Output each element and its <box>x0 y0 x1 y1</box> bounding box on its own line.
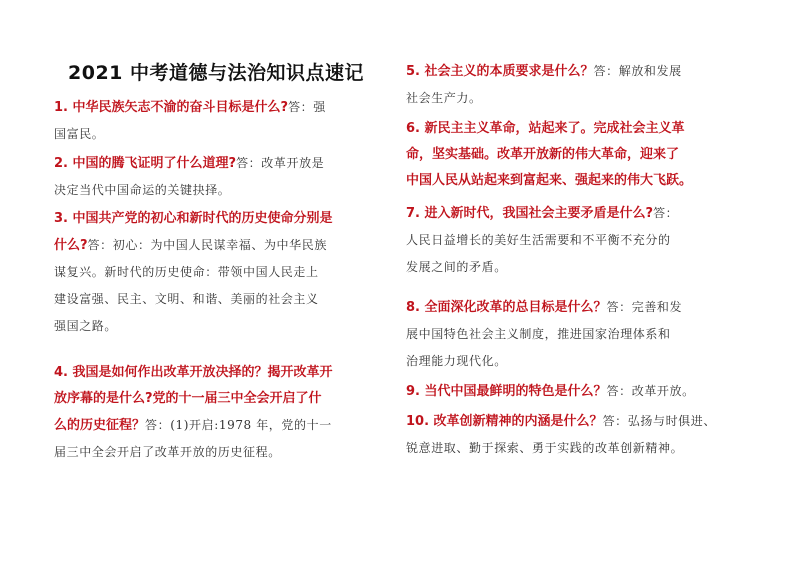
question-text: 放序幕的是什么?党的十一届三中全会开启了什 <box>54 391 322 406</box>
text-line <box>406 142 692 168</box>
question-item <box>406 58 682 112</box>
text-line <box>406 408 716 435</box>
answer-text: 答：改革开放是 <box>236 156 325 170</box>
answer-text: 展中国特色社会主义制度，推进国家治理体系和 <box>406 327 671 341</box>
text-line <box>54 121 326 148</box>
question-text: 什么? <box>54 238 88 253</box>
question-text: 5. 社会主义的本质要求是什么？ <box>406 64 594 79</box>
answer-text: 锐意进取、勤于探索、勇于实践的改革创新精神。 <box>406 441 684 455</box>
answer-text: 人民日益增长的美好生活需要和不平衡不充分的 <box>406 233 671 247</box>
answer-text: 答：强 <box>288 100 326 114</box>
question-item <box>406 200 678 281</box>
answer-text: 届三中全会开启了改革开放的历史征程。 <box>54 445 281 459</box>
text-line <box>406 58 682 85</box>
question-item <box>54 94 326 148</box>
answer-text: 答：(1)开启:1978 年，党的十一 <box>145 418 332 432</box>
answer-text: 社会生产力。 <box>406 91 482 105</box>
text-line <box>54 286 333 313</box>
answer-text: 答：改革开放。 <box>606 384 695 398</box>
text-line <box>406 348 682 375</box>
text-line <box>406 294 682 321</box>
text-line <box>406 168 692 194</box>
answer-text: 强国之路。 <box>54 319 118 333</box>
text-line <box>54 439 333 466</box>
text-line <box>54 386 333 412</box>
answer-text: 治理能力现代化。 <box>406 354 507 368</box>
question-text: 9. 当代中国最鲜明的特色是什么？ <box>406 384 607 399</box>
answer-text: 答：初心：为中国人民谋幸福、为中华民族 <box>87 238 327 252</box>
text-line <box>406 200 678 227</box>
question-item <box>54 360 333 466</box>
question-text: 10. 改革创新精神的内涵是什么？ <box>406 414 603 429</box>
question-item <box>406 378 695 405</box>
text-line <box>54 177 324 204</box>
question-text: 4. 我国是如何作出改革开放决择的？揭开改革开 <box>54 365 333 380</box>
question-item <box>406 294 682 375</box>
text-line <box>406 85 682 112</box>
answer-text: 答：弘扬与时俱进、 <box>602 414 716 428</box>
question-item <box>54 150 324 204</box>
text-line <box>54 150 324 177</box>
answer-text: 国富民。 <box>54 127 105 141</box>
answer-text: 答：完善和发 <box>606 300 683 314</box>
question-text: 1. 中华民族矢志不渝的奋斗目标是什么? <box>54 100 289 115</box>
answer-text: 答： <box>653 206 679 220</box>
question-text: 中国人民从站起来到富起来、强起来的伟大飞跃。 <box>406 173 693 188</box>
question-text: 7. 进入新时代，我国社会主要矛盾是什么? <box>406 206 654 221</box>
text-line <box>54 259 333 286</box>
text-line <box>406 378 695 405</box>
question-item <box>406 116 692 194</box>
question-text: 么的历史征程？ <box>54 418 146 433</box>
answer-text: 决定当代中国命运的关键抉择。 <box>54 183 231 197</box>
text-line <box>54 412 333 439</box>
answer-text: 答：解放和发展 <box>593 64 682 78</box>
text-line <box>406 116 692 142</box>
text-line <box>54 232 333 259</box>
question-text: 3. 中国共产党的初心和新时代的历史使命分别是 <box>54 211 333 226</box>
text-line <box>54 94 326 121</box>
answer-text: 建设富强、民主、文明、和谐、美丽的社会主义 <box>54 292 319 306</box>
question-text: 6. 新民主主义革命，站起来了。完成社会主义革 <box>406 121 685 136</box>
text-line <box>406 254 678 281</box>
question-text: 8. 全面深化改革的总目标是什么？ <box>406 300 607 315</box>
question-text: 2. 中国的腾飞证明了什么道理? <box>54 156 237 171</box>
text-line <box>406 435 716 462</box>
page-title: 2021 中考道德与法治知识点速记 <box>68 62 364 84</box>
question-item <box>406 408 716 462</box>
question-text: 命，坚实基础。改革开放新的伟大革命，迎来了 <box>406 147 680 162</box>
text-line <box>54 360 333 386</box>
text-line <box>406 321 682 348</box>
answer-text: 谋复兴。新时代的历史使命：带领中国人民走上 <box>54 265 319 279</box>
text-line <box>54 206 333 232</box>
text-line <box>54 313 333 340</box>
text-line <box>406 227 678 254</box>
answer-text: 发展之间的矛盾。 <box>406 260 507 274</box>
question-item <box>54 206 333 340</box>
